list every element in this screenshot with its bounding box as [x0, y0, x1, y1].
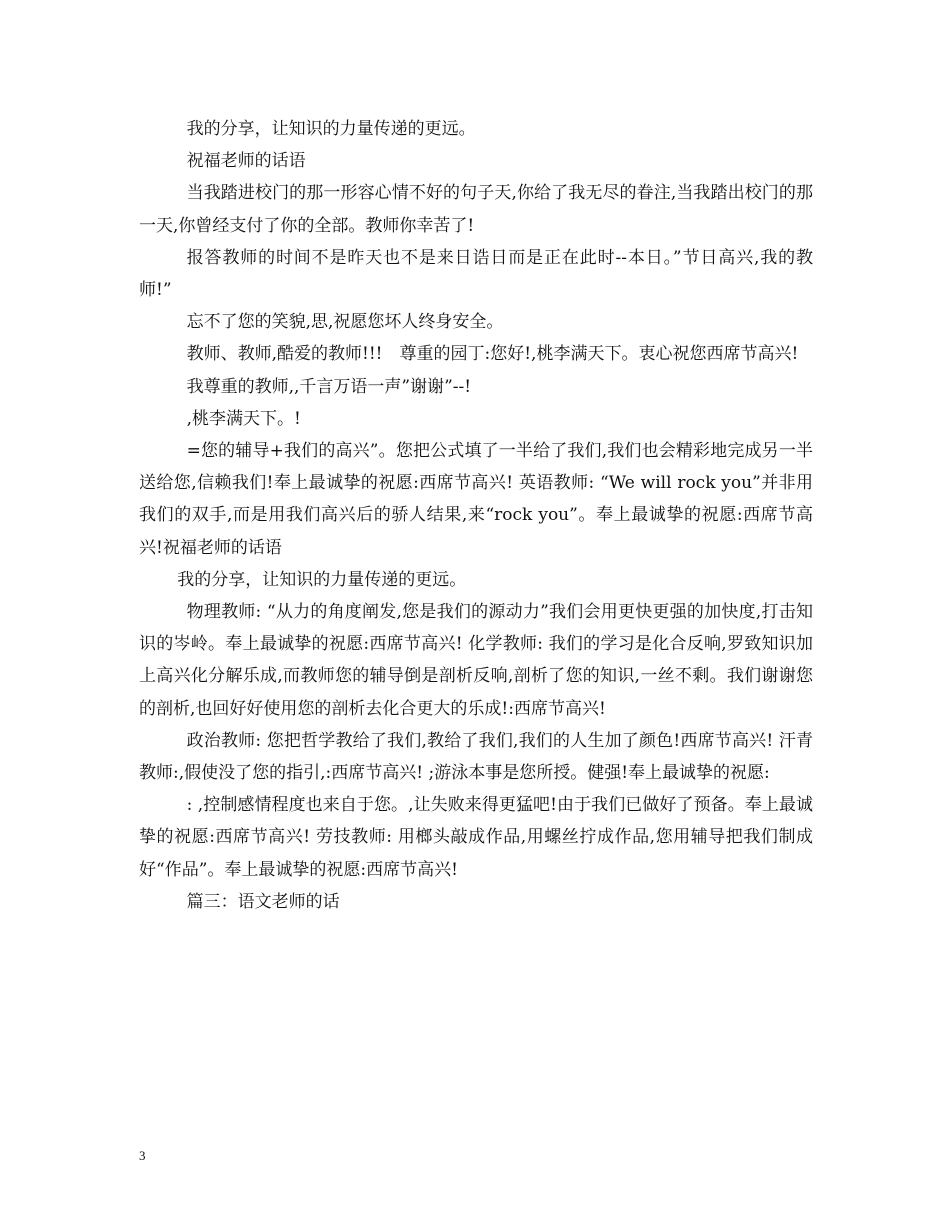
paragraph-physics-chemistry: 物理教师: “从力的角度阐发,您是我们的源动力”我们会用更快更强的加快度,打击知识的岑岭。奉上最诚挚的祝愿:西席节高兴! 化学教师: 我们的学习是化合反响,罗致知识加上高兴化分解乐成,而教师您的辅导倒是剖析反响,剖析了您的知识,一丝不剩。我们谢谢您的剖析,也回好好使用您的剖析去化合更大的乐成!:西席节高兴! — [139, 602, 813, 719]
paragraph-repay-teacher: 报答教师的时间不是昨天也不是来日诰日而是正在此时--本日。”节日高兴,我的教师!” — [139, 247, 813, 301]
paragraph-share-repeat: 我的分享，让知识的力量传递的更远。 — [177, 569, 467, 590]
paragraph-beloved-teacher: 教师、教师,酷爱的教师!!! 尊重的园丁:您好!,桃李满天下。衷心祝您西席节高兴! — [186, 344, 799, 365]
paragraph-heading-blessing: 祝福老师的话语 — [186, 151, 306, 172]
paragraph-section-three: 篇三：语文老师的话 — [186, 891, 340, 912]
paragraph-politics-history: 政治教师: 您把哲学教给了我们,教给了我们,我们的人生加了颜色!西席节高兴! 汗青教师:,假使没了您的指引,:西席节高兴! ;游泳本事是您所授。健强!奉上最诚挚的祝愿: — [139, 730, 813, 784]
paragraph-cannot-forget: 忘不了您的笑貌,思,祝愿您坏人终身安全。 — [186, 312, 504, 333]
paragraph-school-gate: 当我踏进校门的那一形容心情不好的句子天,你给了我无尽的眷注,当我踏出校门的那一天,你曾经支付了你的全部。教师你幸苦了! — [139, 183, 813, 236]
page-number: 3 — [139, 1148, 146, 1163]
body-text — [139, 113, 813, 918]
paragraph-share: 我的分享，让知识的力量传递的更远。 — [186, 119, 476, 139]
paragraph-students-everywhere: ,桃李满天下。! — [186, 408, 301, 429]
paragraph-thanks: 我尊重的教师,,千言万语一声”谢谢”--! — [186, 376, 472, 397]
paragraph-math-english: =您的辅导+我们的高兴”。您把公式填了一半给了我们,我们也会精彩地完成另一半送给您,信赖我们!奉上最诚挚的祝愿:西席节高兴! 英语教师: “We will rock you”并非用我们的双手,而是用我们高兴后的骄人结果,来“rock you”。奉上最诚挚的祝愿:西席节高兴!祝福老师的话语 — [139, 441, 813, 558]
paragraph-labor-tech: : ,控制感情程度也来自于您。,让失败来得更猛吧!由于我们已做好了预备。奉上最诚挚的祝愿:西席节高兴! 劳技教师: 用榔头敲成作品,用螺丝拧成作品,您用辅导把我们制成好“作品”。奉上最诚挚的祝愿:西席节高兴! — [139, 795, 813, 880]
